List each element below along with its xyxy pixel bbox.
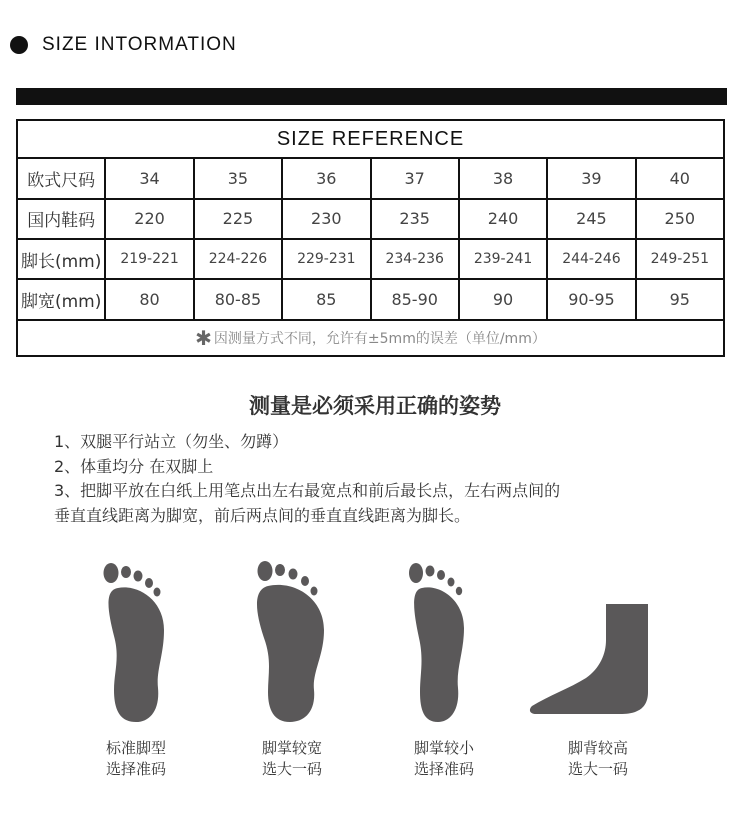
table-cell: 240 [459,199,547,239]
table-cell: 80 [105,279,193,319]
instruction-line: 1、双腿平行站立（勿坐、勿蹲） [54,432,289,451]
measure-instructions [54,430,560,528]
foot-label-standard [76,738,196,780]
row-label: 欧式尺码 [17,158,105,198]
measure-title: 测量是必须采用正确的姿势 [249,394,501,418]
table-row [17,158,724,198]
instruction-line: 垂直直线距离为脚宽，前后两点间的垂直直线距离为脚长。 [54,505,471,525]
table-cell: 85 [282,279,370,319]
foot-label-line: 选大一码 [567,760,628,778]
star-icon: ✱ [195,325,212,350]
table-heading: SIZE REFERENCE [17,120,724,158]
table-cell: 244-246 [547,239,635,279]
table-row [17,199,724,239]
section-header [10,33,237,57]
foot-label-line: 选择准码 [105,760,166,778]
foot-label-line: 选择准码 [413,760,474,778]
row-label: 脚宽(mm) [17,279,105,319]
table-row [17,279,724,319]
foot-label-high-instep [538,738,658,780]
row-label: 国内鞋码 [17,199,105,239]
table-cell: 40 [636,158,724,198]
foot-label-line: 选大一码 [261,760,322,778]
narrow-foot-icon [404,560,474,725]
note-text: 因测量方式不同，允许有±5mm的误差（单位/mm） [213,330,546,347]
size-reference-table [16,119,725,357]
instruction-line: 3、把脚平放在白纸上用笔点出左右最宽点和前后最长点，左右两点间的 [54,481,561,500]
table-cell: 219-221 [105,239,193,279]
table-cell: 220 [105,199,193,239]
table-cell: 35 [194,158,282,198]
foot-label-wide [232,738,352,780]
table-cell: 39 [547,158,635,198]
table-cell: 225 [194,199,282,239]
table-cell: 229-231 [282,239,370,279]
table-cell: 90 [459,279,547,319]
table-cell: 249-251 [636,239,724,279]
foot-label-narrow [384,738,504,780]
table-cell: 245 [547,199,635,239]
table-row [17,239,724,279]
bullet-dot-icon [10,36,28,54]
foot-label-line: 脚掌较宽 [261,739,322,757]
tolerance-note [17,320,724,356]
table-cell: 235 [371,199,459,239]
row-label: 脚长(mm) [17,239,105,279]
table-cell: 239-241 [459,239,547,279]
foot-label-line: 标准脚型 [105,739,166,757]
instruction-line: 2、体重均分 在双脚上 [54,456,214,476]
foot-label-line: 脚背较高 [567,739,628,757]
table-cell: 90-95 [547,279,635,319]
table-cell: 224-226 [194,239,282,279]
foot-label-line: 脚掌较小 [413,739,474,757]
table-cell: 38 [459,158,547,198]
wide-foot-icon [252,560,332,725]
table-cell: 80-85 [194,279,282,319]
table-cell: 230 [282,199,370,239]
table-cell: 234-236 [371,239,459,279]
table-cell: 95 [636,279,724,319]
table-cell: 85-90 [371,279,459,319]
standard-foot-icon [98,560,174,725]
section-title: SIZE INTORMATION [42,34,237,55]
table-cell: 37 [371,158,459,198]
table-cell: 36 [282,158,370,198]
divider-bar [16,88,727,105]
high-instep-foot-icon [528,604,652,716]
table-cell: 250 [636,199,724,239]
table-cell: 34 [105,158,193,198]
